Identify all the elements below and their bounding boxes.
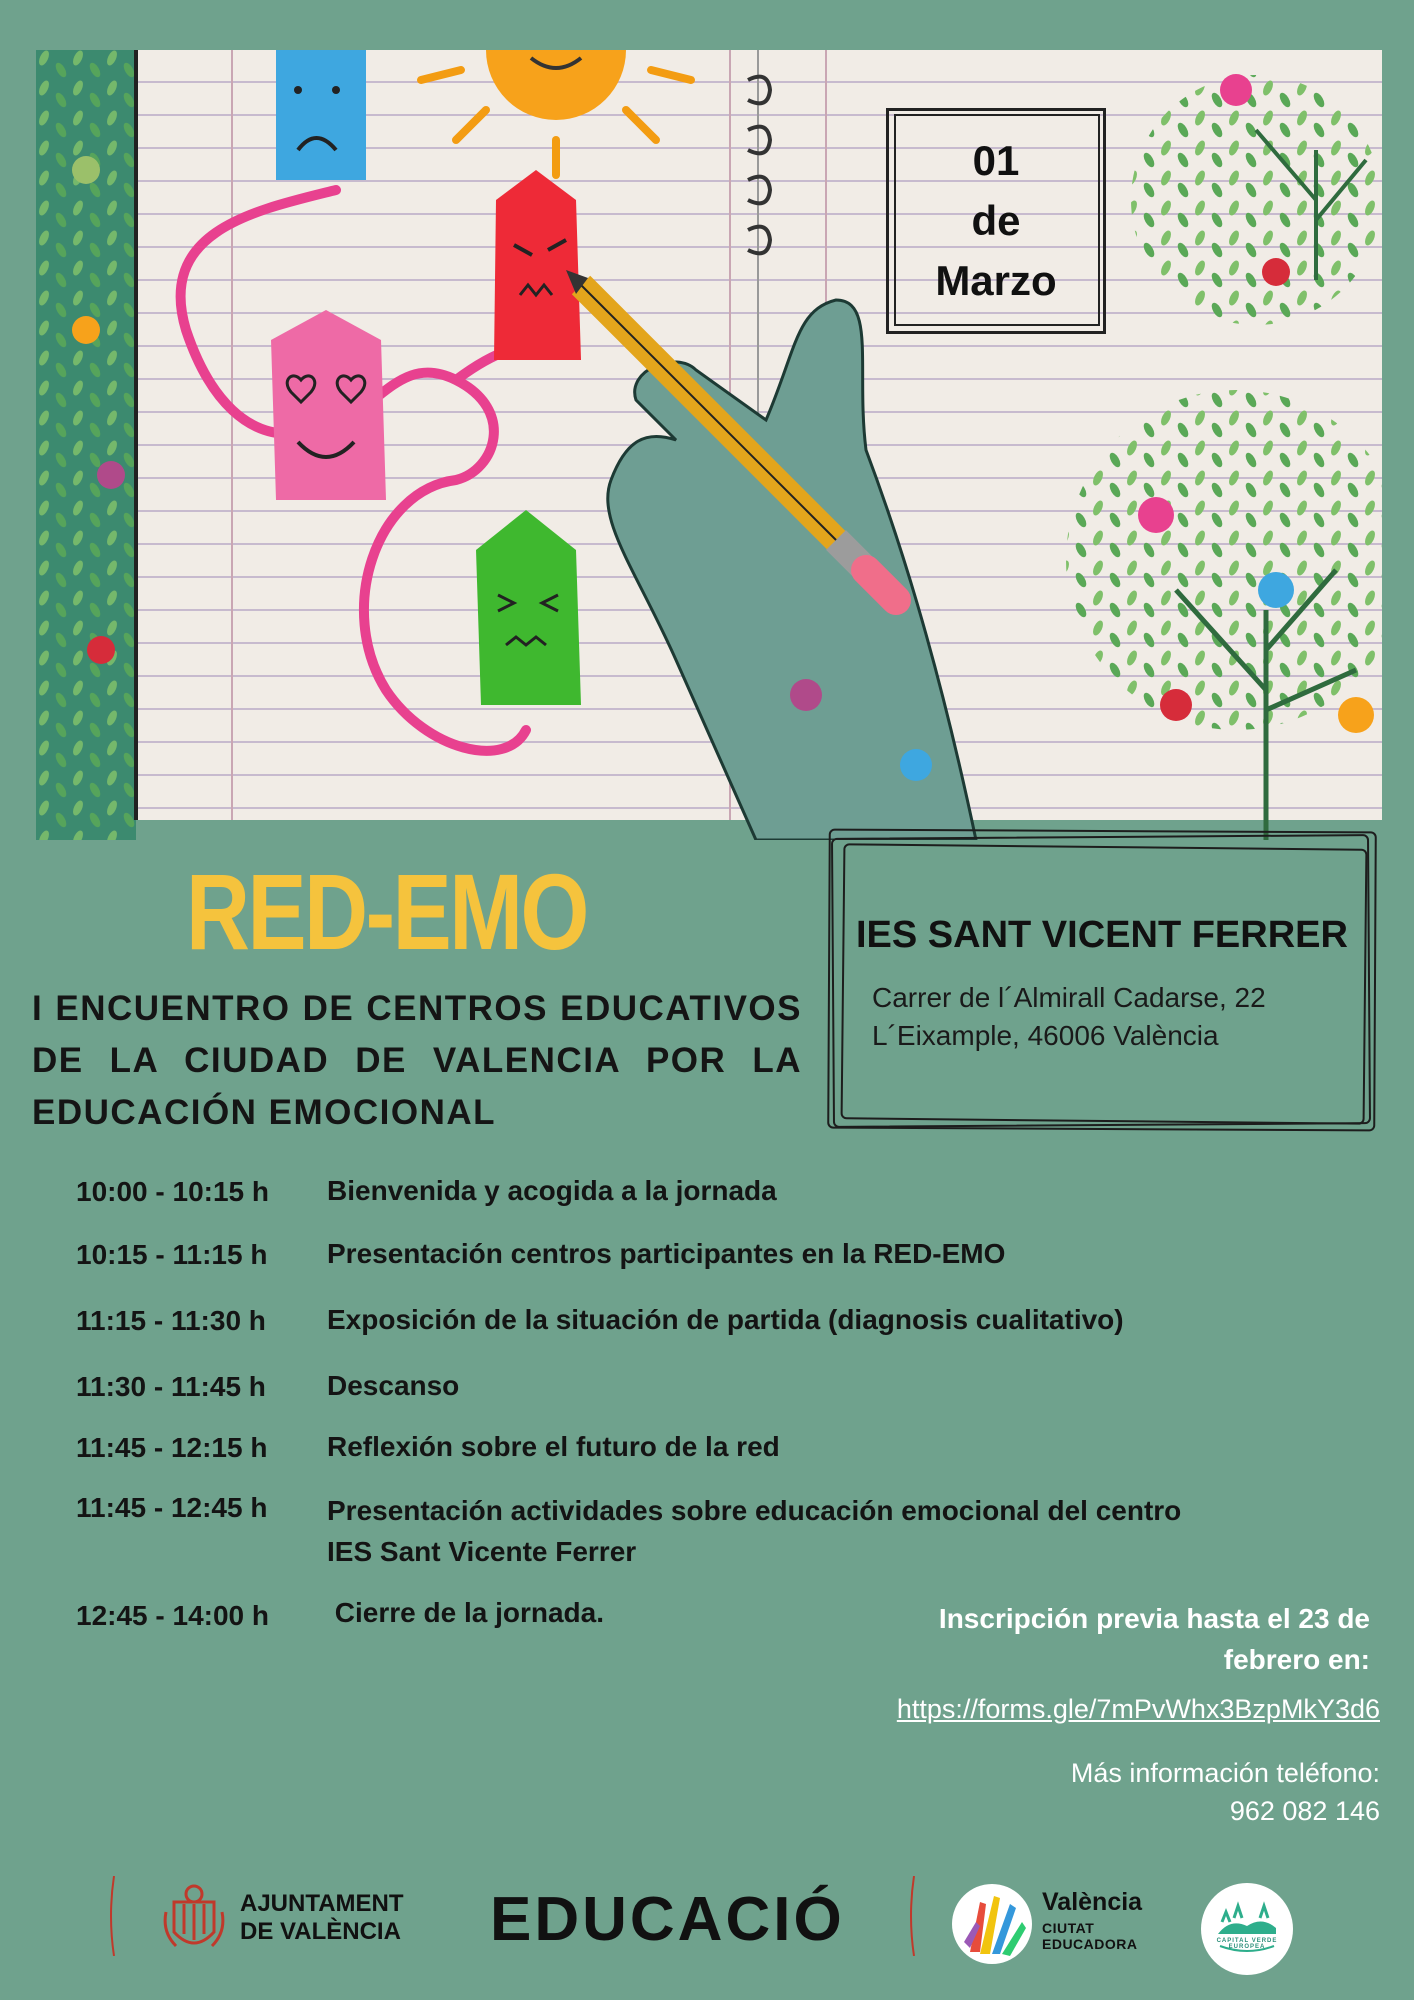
ajuntament-line2: DE VALÈNCIA	[240, 1918, 401, 1945]
date-day: 01	[972, 137, 1020, 184]
ciutat-title: València	[1042, 1888, 1143, 1916]
more-info-label: Más información teléfono:	[1070, 1758, 1380, 1788]
date-month: Marzo	[935, 257, 1057, 304]
date-de: de	[971, 197, 1021, 244]
event-title: RED-EMO	[186, 851, 587, 972]
registration-link[interactable]: https://forms.gle/7mPvWhx3BzpMkY3d6	[896, 1694, 1380, 1724]
venue-frame	[827, 829, 1377, 1132]
venue-name: IES SANT VICENT FERRER	[856, 914, 1348, 956]
schedule-time: 11:45 - 12:45 h	[76, 1492, 268, 1523]
phone-number: 962 082 146	[1229, 1796, 1380, 1826]
capital-verde-logo	[1200, 1882, 1294, 1976]
angry-house-icon	[494, 170, 581, 360]
schedule-activity: Descanso	[327, 1370, 460, 1401]
sad-house-icon	[276, 50, 366, 180]
green-capital-icon	[1200, 1882, 1294, 1976]
venue-address-line1: Carrer de l´Almirall Cadarse, 22	[872, 982, 1266, 1013]
venue-box	[828, 830, 1376, 1134]
schedule-time: 10:00 - 10:15 h	[76, 1176, 269, 1207]
schedule-activity: Bienvenida y acogida a la jornada	[327, 1175, 777, 1206]
more-info	[880, 1754, 1380, 1830]
hands-icon	[950, 1882, 1034, 1966]
ajuntament-line1: AJUNTAMENT	[240, 1890, 404, 1917]
schedule-activity: Reflexión sobre el futuro de la red	[327, 1431, 780, 1462]
ciutat-line1: CIUTAT	[1042, 1920, 1095, 1936]
schedule-time: 10:15 - 11:15 h	[76, 1239, 268, 1270]
capital-verde-text: CAPITAL VERDE EUROPEA	[1216, 1938, 1278, 1950]
schedule-time: 11:45 - 12:15 h	[76, 1432, 268, 1463]
event-subtitle: I ENCUENTRO DE CENTROS EDUCATIVOS DE LA CIUDAD DE VALENCIA POR LA EDUCACIÓN EMOCIONAL	[32, 989, 802, 1132]
educacio-logo: EDUCACIÓ	[490, 1885, 845, 1954]
schedule-activity: Exposición de la situación de partida (diagnosis cualitativo)	[327, 1304, 1124, 1335]
schedule-activity: Cierre de la jornada.	[327, 1597, 604, 1628]
ciutat-line2: EDUCADORA	[1042, 1936, 1138, 1952]
coat-of-arms-icon	[162, 1882, 226, 1958]
date-box	[886, 108, 1106, 334]
schedule-activity: Presentación actividades sobre educación emocional del centro IES Sant Vicente Ferrer	[327, 1495, 1182, 1567]
schedule-time: 11:30 - 11:45 h	[76, 1371, 266, 1402]
schedule-time: 12:45 - 14:00 h	[76, 1600, 269, 1631]
divider-icon	[108, 1876, 118, 1956]
ajuntament-text	[240, 1890, 404, 1946]
ciutat-educadora-logo	[950, 1882, 1170, 1968]
hero-illustration	[36, 50, 1382, 840]
notebook-drawing	[36, 50, 1382, 840]
schedule-time: 11:15 - 11:30 h	[76, 1305, 266, 1336]
divider-icon	[908, 1876, 918, 1956]
registration-text: Inscripción previa hasta el 23 de febrero en:	[938, 1603, 1370, 1675]
love-house-icon	[271, 310, 386, 500]
footer-logos	[0, 1870, 1414, 1980]
ciutat-subtitle	[1042, 1920, 1138, 1952]
ajuntament-logo	[162, 1882, 432, 1962]
venue-address-line2: L´Eixample, 46006 València	[872, 1020, 1219, 1051]
schedule-activity: Presentación centros participantes en la RED-EMO	[327, 1238, 1006, 1269]
